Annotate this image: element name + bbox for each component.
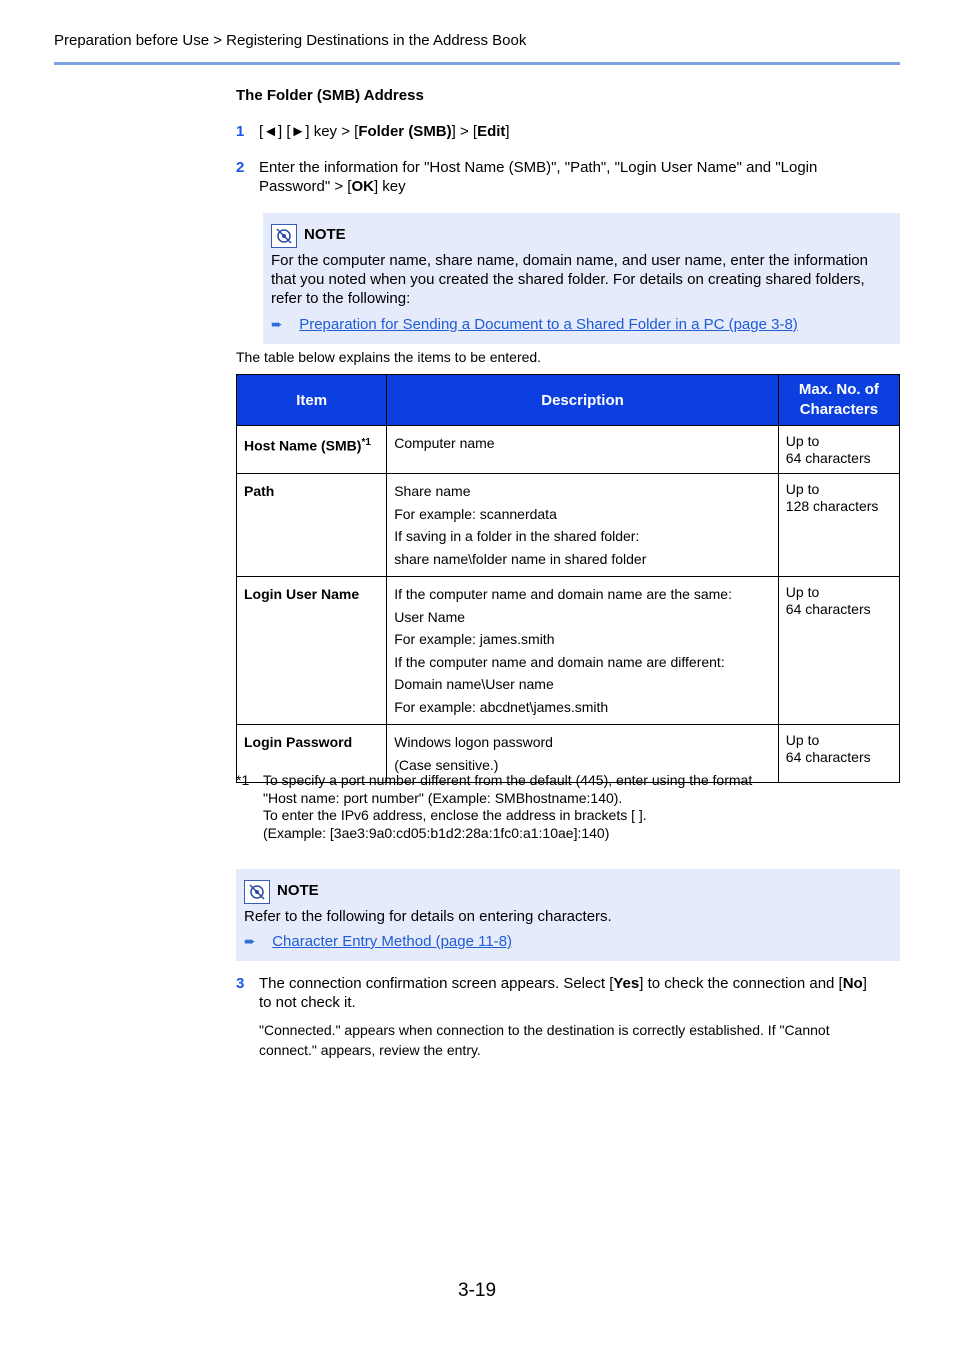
step-number: 1 bbox=[236, 123, 245, 140]
table-row bbox=[237, 577, 900, 725]
note-box bbox=[263, 213, 900, 344]
column-header-item: Item bbox=[237, 375, 387, 426]
table-row bbox=[237, 426, 900, 474]
note-link-row bbox=[271, 316, 798, 334]
note-title: NOTE bbox=[304, 226, 346, 243]
note-icon bbox=[244, 880, 270, 904]
note-title: NOTE bbox=[277, 882, 319, 899]
description-cell: Share name For example: scannerdata If saving in a folder in the shared folder: share name\folder name in shared folder bbox=[387, 474, 779, 577]
step-text: The connection confirmation screen appears. Select [Yes] to check the connection and [No] to not check it. bbox=[259, 975, 867, 1011]
note-icon bbox=[271, 224, 297, 248]
footnote-mark: *1 bbox=[236, 772, 250, 788]
note-text: Refer to the following for details on entering characters. bbox=[244, 908, 612, 925]
note-link[interactable]: Preparation for Sending a Document to a Shared Folder in a PC (page 3-8) bbox=[299, 316, 798, 333]
item-cell: Path bbox=[237, 474, 387, 577]
note-header bbox=[271, 224, 346, 252]
description-cell: If the computer name and domain name are the same: User Name For example: james.smith If the computer name and domain name are different: Domain name\User name For example: abcdnet\james.smith bbox=[387, 577, 779, 725]
footnote-text: To specify a port number different from the default (445), enter using the format "Host name: port number" (Example: SMBhostname:140). To enter the IPv6 address, enclose the address in brackets [ ]. (Example: [3ae3:9a0:cd05:b1d2:28a:1fc0:a1:10ae]:140) bbox=[263, 772, 753, 841]
table-header-row bbox=[237, 375, 900, 426]
item-cell: Host Name (SMB)$^{*1}$ bbox=[237, 426, 387, 474]
section-title: The Folder (SMB) Address bbox=[236, 87, 424, 104]
description-cell: Windows logon password (Case sensitive.) bbox=[387, 725, 779, 783]
step-text: [◄] [►] key > [Folder (SMB)] > [Edit] bbox=[259, 123, 510, 140]
arrow-icon: ➨ bbox=[271, 316, 283, 332]
description-cell: Computer name bbox=[387, 426, 779, 474]
item-cell: Login Password bbox=[237, 725, 387, 783]
max-cell: Up to 64 characters bbox=[778, 725, 899, 783]
table-row bbox=[237, 474, 900, 577]
note-box bbox=[236, 869, 900, 961]
breadcrumb: Preparation before Use > Registering Destinations in the Address Book bbox=[54, 32, 527, 49]
column-header-description: Description bbox=[387, 375, 779, 426]
note-text: For the computer name, share name, domain name, and user name, enter the information that you noted when you created the shared folder. For details on creating shared folders, refer to the following: bbox=[271, 252, 868, 307]
note-header bbox=[244, 880, 319, 908]
item-cell: Login User Name bbox=[237, 577, 387, 725]
page-number: 3-19 bbox=[458, 1280, 497, 1301]
step-number: 2 bbox=[236, 159, 245, 176]
items-table bbox=[236, 374, 900, 783]
note-link-row bbox=[244, 933, 512, 951]
column-header-max: Max. No. of Characters bbox=[778, 375, 899, 426]
note-link[interactable]: Character Entry Method (page 11-8) bbox=[272, 933, 513, 950]
max-cell: Up to 64 characters bbox=[778, 577, 899, 725]
step-text: Enter the information for "Host Name (SMB)", "Path", "Login User Name" and "Login Password" > [OK] key bbox=[259, 159, 818, 195]
header-rule bbox=[54, 62, 900, 65]
step-3-subtext: "Connected." appears when connection to the destination is correctly established. If "Cannot connect." appears, review the entry. bbox=[259, 1022, 830, 1058]
max-cell: Up to 64 characters bbox=[778, 426, 899, 474]
table-intro: The table below explains the items to be entered. bbox=[236, 349, 542, 365]
step-number: 3 bbox=[236, 975, 245, 992]
arrow-icon: ➨ bbox=[244, 933, 256, 949]
max-cell: Up to 128 characters bbox=[778, 474, 899, 577]
